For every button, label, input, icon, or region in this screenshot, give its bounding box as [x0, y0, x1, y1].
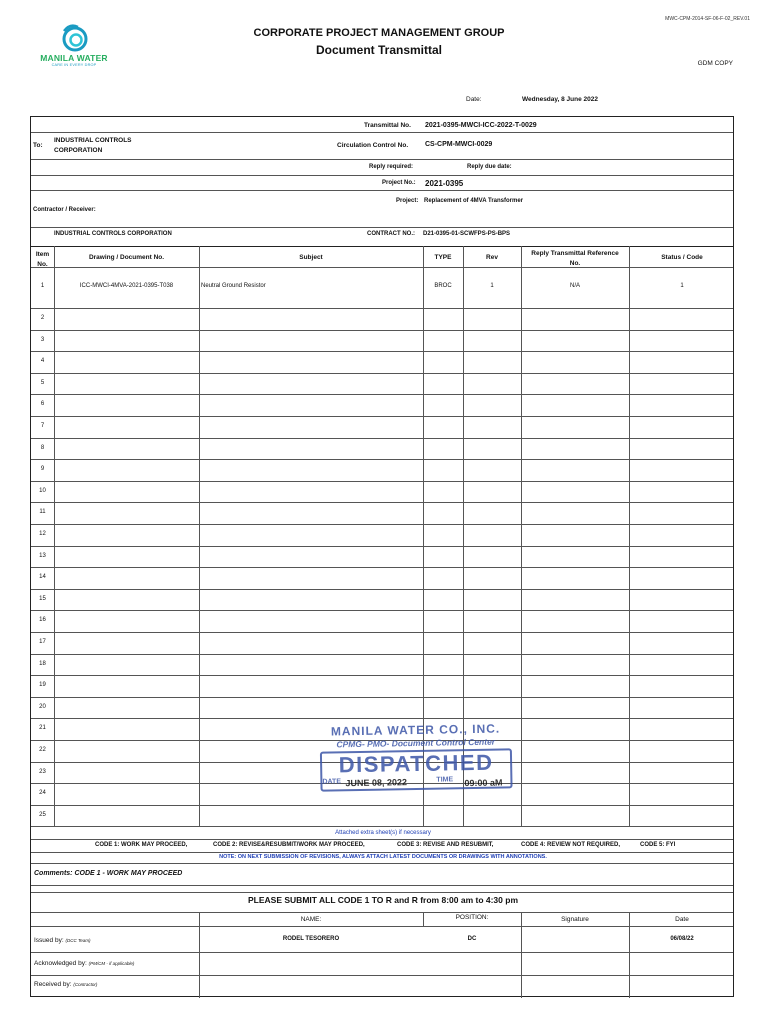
- item-number: 19: [39, 682, 46, 689]
- copy-label: GDM COPY: [697, 60, 733, 67]
- issued-by-name: RODEL TESORERO: [282, 936, 340, 942]
- contractor-label: Contractor / Receiver:: [33, 207, 96, 213]
- item-number: 18: [39, 660, 46, 667]
- status-header: Status / Code: [661, 254, 703, 261]
- stamp-dispatched-word: DISPATCHED: [338, 749, 494, 778]
- code4-text: CODE 4: REVIEW NOT REQUIRED,: [521, 842, 621, 848]
- to-label: To:: [33, 142, 43, 149]
- stamp-company: MANILA WATER CO., INC.: [330, 721, 501, 739]
- attached-note: Attached extra sheet(s) if necessary: [335, 830, 431, 836]
- stamp-date-label: DATE: [322, 778, 342, 786]
- row-1-subject: Neutral Ground Resistor: [201, 283, 266, 289]
- item-number: 15: [39, 595, 46, 602]
- transmittal-no-label: Transmittal No.: [364, 122, 411, 129]
- logo-tagline: CARE IN EVERY DROP: [51, 63, 97, 67]
- code1-text: CODE 1: WORK MAY PROCEED,: [95, 842, 188, 848]
- stamp-time-label: TIME: [436, 776, 454, 784]
- transmittal-no-value: 2021-0395-MWCI-ICC-2022-T-0029: [425, 122, 537, 129]
- item-no-header: Item No.: [35, 251, 50, 268]
- date-header: Date: [675, 916, 689, 923]
- project-no-value: 2021-0395: [425, 179, 464, 188]
- row-1-reply-ref: N/A: [569, 283, 580, 289]
- item-number: 17: [39, 639, 46, 645]
- drawing-no-header: Drawing / Document No.: [88, 254, 165, 261]
- item-number: 3: [40, 336, 45, 343]
- item-number: 13: [39, 552, 46, 559]
- comments-text: Comments: CODE 1 - WORK MAY PROCEED: [34, 870, 183, 877]
- reply-required-label: Reply required:: [369, 164, 414, 170]
- item-number: 23: [39, 768, 46, 775]
- subject-header: Subject: [299, 254, 323, 261]
- stamp-time: 09:00 aM: [464, 777, 503, 789]
- revision-note: NOTE: ON NEXT SUBMISSION OF REVISIONS, ALWAYS ATTACH LATEST DOCUMENTS OR DRAWINGS WITH ANNOTATIONS.: [219, 854, 547, 860]
- item-number: 10: [39, 487, 46, 494]
- row-1-rev: 1: [490, 283, 494, 289]
- logo-name: MANILA WATER: [40, 53, 108, 63]
- item-number: 12: [39, 531, 46, 537]
- row-1-status: 1: [680, 283, 684, 289]
- item-number: 11: [39, 509, 46, 516]
- acknowledged-by-label: Acknowledged by: (PM/CM - if applicable): [34, 960, 135, 967]
- stamp-date: JUNE 08, 2022: [345, 777, 408, 789]
- project-no-label: Project No.:: [382, 180, 416, 186]
- to-recipient: INDUSTRIAL CONTROLS CORPORATION: [54, 137, 132, 154]
- document-code: MWC-CPM-2014-SF-06-F-02_REV.01: [665, 16, 750, 22]
- contract-no-value: D21-0395-01-SCWFPS-PS-BPS: [423, 231, 511, 237]
- item-number: 20: [39, 703, 46, 710]
- item-number: 8: [40, 444, 45, 451]
- item-number: 24: [39, 790, 46, 797]
- row-1-drawing-no: ICC-MWCI-4MVA-2021-0395-T038: [79, 283, 174, 289]
- code2-text: CODE 2: REVISE&RESUBMIT/WORK MAY PROCEED,: [213, 842, 365, 848]
- date-label: Date:: [466, 96, 482, 103]
- dispatched-stamp: [317, 719, 514, 794]
- contract-no-label: CONTRACT NO.:: [367, 231, 415, 237]
- code5-text: CODE 5: FYI: [640, 842, 676, 848]
- rev-header: Rev: [486, 254, 498, 261]
- code3-text: CODE 3: REVISE AND RESUBMIT,: [397, 842, 494, 848]
- project-name: Replacement of 4MVA Transformer: [424, 198, 524, 204]
- reply-ref-header: Reply Transmittal Reference No.: [531, 250, 619, 267]
- item-number: 9: [40, 466, 45, 473]
- circulation-label: Circulation Control No.: [337, 142, 409, 149]
- item-number: 14: [39, 574, 46, 581]
- project-label: Project:: [396, 198, 419, 204]
- item-number: 2: [40, 315, 45, 321]
- row-1-item-no: 1: [40, 283, 45, 289]
- stamp-control-center: CPMG- PMO- Document Control Center: [336, 736, 496, 750]
- issued-by-label: Issued by: (DCC Team): [34, 937, 91, 944]
- item-number: 4: [40, 358, 45, 365]
- reply-due-label: Reply due date:: [467, 164, 512, 170]
- item-number: 25: [39, 811, 46, 818]
- item-number: 22: [39, 747, 46, 753]
- date-value: Wednesday, 8 June 2022: [522, 96, 598, 103]
- circulation-no-value: CS-CPM-MWCI-0029: [425, 141, 493, 148]
- signature-header: Signature: [561, 916, 589, 923]
- document-title: Document Transmittal: [315, 43, 443, 57]
- item-number: 7: [40, 423, 45, 429]
- item-number: 6: [40, 401, 45, 408]
- item-number: 16: [39, 617, 46, 624]
- name-header: NAME:: [300, 916, 322, 923]
- row-1-type: BROC: [434, 283, 452, 289]
- item-number: 21: [39, 725, 46, 732]
- please-submit-note: PLEASE SUBMIT ALL CODE 1 TO R and R from 8:00 am to 4:30 pm: [248, 895, 518, 905]
- item-number: 5: [40, 379, 45, 386]
- issued-by-position: DC: [467, 936, 477, 942]
- group-title: CORPORATE PROJECT MANAGEMENT GROUP: [253, 27, 505, 39]
- received-by-label: Received by: (Contractor): [34, 981, 98, 988]
- issued-date: 06/08/22: [670, 936, 694, 942]
- transmittal-form: [30, 116, 734, 997]
- type-header: TYPE: [434, 254, 452, 261]
- position-header: POSITION:: [455, 914, 489, 921]
- contractor-name: INDUSTRIAL CONTROLS CORPORATION: [54, 231, 172, 237]
